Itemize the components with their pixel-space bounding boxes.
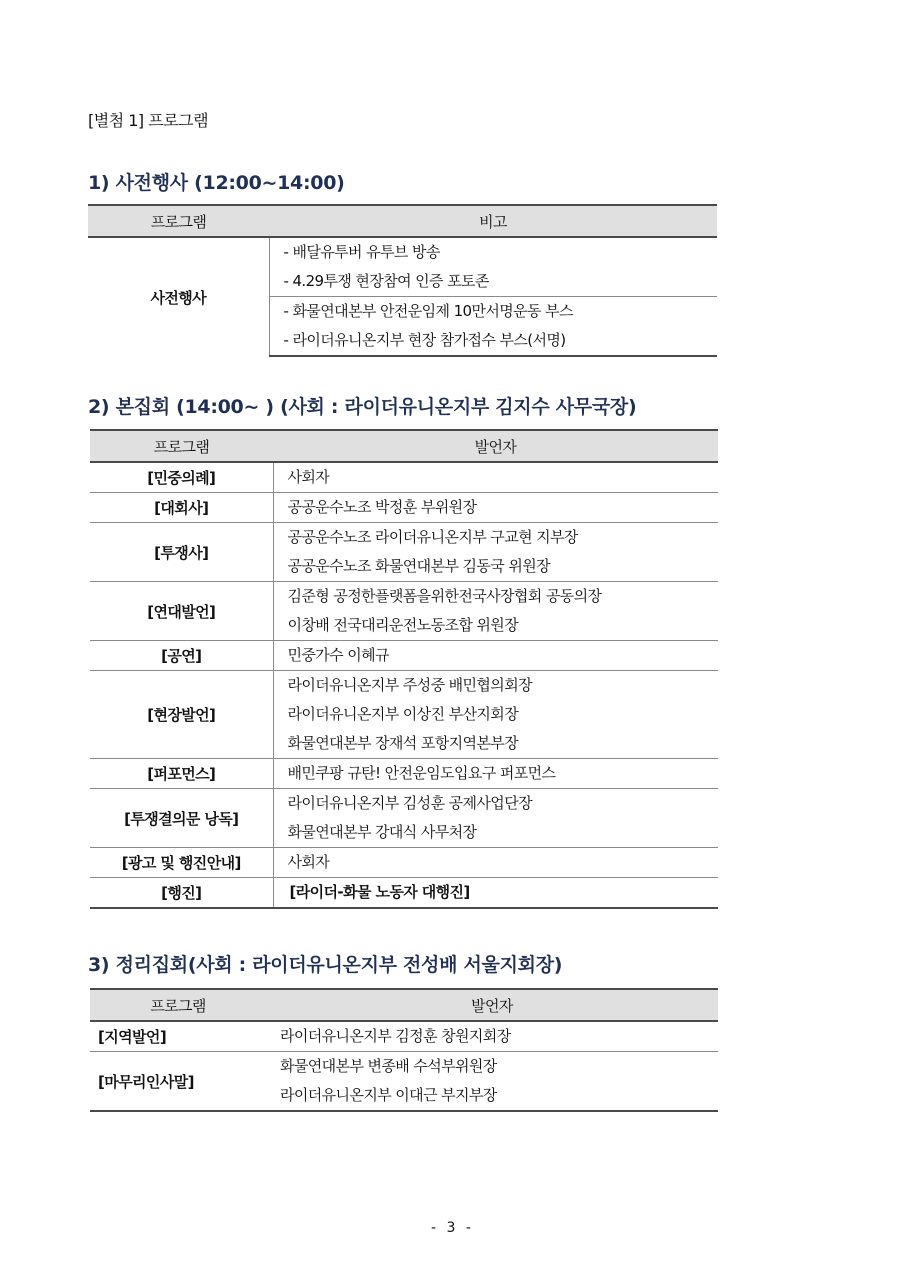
table-row	[90, 848, 718, 878]
program-cell: [행진]	[90, 878, 273, 909]
program-cell: [지역발언]	[90, 1021, 266, 1052]
speaker-line: 공공운수노조 화물연대본부 김동국 위원장	[287, 557, 551, 575]
note-line: - 배달유투버 유투브 방송	[283, 243, 440, 261]
speaker-line: 사회자	[287, 468, 330, 486]
speaker-line: 사회자	[287, 853, 330, 871]
speaker-line: 김준형 공정한플랫폼을위한전국사장협회 공동의장	[287, 587, 602, 605]
note-line: - 화물연대본부 안전운임제 10만서명운동 부스	[283, 302, 573, 320]
program-cell: 사전행사	[88, 237, 269, 356]
note-line: - 라이더유니온지부 현장 참가접수 부스(서명)	[283, 331, 566, 349]
header-program: 프로그램	[90, 989, 266, 1021]
speaker-line: 라이더유니온지부 이상진 부산지회장	[287, 705, 519, 723]
program-cell: [투쟁사]	[90, 523, 273, 582]
speaker-line: 라이더유니온지부 이대근 부지부장	[280, 1086, 497, 1104]
speaker-line: [라이더-화물 노동자 대행진]	[289, 883, 470, 901]
program-cell: [민중의례]	[90, 462, 273, 493]
speaker-cell	[273, 493, 718, 523]
pre-event-table	[88, 204, 717, 357]
note-cell	[269, 297, 717, 357]
program-cell: [연대발언]	[90, 582, 273, 641]
speaker-cell	[273, 878, 718, 909]
speaker-line: 라이더유니온지부 주성중 배민협의회장	[287, 676, 532, 694]
speaker-cell	[273, 523, 718, 582]
table-row	[90, 1021, 718, 1052]
header-program: 프로그램	[88, 205, 269, 237]
section-3-title: 3) 정리집회(사회 : 라이더유니온지부 전성배 서울지회장)	[88, 954, 563, 976]
speaker-line: 배민쿠팡 규탄! 안전운임도입요구 퍼포먼스	[287, 764, 556, 782]
note-line: - 4.29투쟁 현장참여 인증 포토존	[283, 272, 489, 290]
speaker-line: 라이더유니온지부 김성훈 공제사업단장	[287, 794, 532, 812]
closing-rally-table	[90, 988, 718, 1112]
program-cell: [현장발언]	[90, 671, 273, 759]
speaker-cell	[273, 848, 718, 878]
main-rally-table	[90, 429, 718, 909]
speaker-cell	[273, 671, 718, 759]
speaker-cell	[266, 1052, 718, 1112]
program-cell: [퍼포먼스]	[90, 759, 273, 789]
program-cell: [대회사]	[90, 493, 273, 523]
program-cell: [투쟁결의문 낭독]	[90, 789, 273, 848]
header-speaker: 발언자	[273, 430, 718, 462]
table-row	[90, 582, 718, 641]
page-number: - 3 -	[431, 1220, 474, 1236]
table-row	[90, 462, 718, 493]
speaker-line: 화물연대본부 강대식 사무처장	[287, 823, 477, 841]
table-row	[90, 1052, 718, 1112]
speaker-cell	[273, 462, 718, 493]
speaker-cell	[273, 759, 718, 789]
table-row	[90, 523, 718, 582]
table-row	[90, 878, 718, 909]
note-cell	[269, 237, 717, 297]
section-1-title: 1) 사전행사 (12:00~14:00)	[88, 172, 345, 194]
speaker-line: 공공운수노조 박정훈 부위원장	[287, 498, 477, 516]
header-note: 비고	[269, 205, 717, 237]
program-cell: [광고 및 행진안내]	[90, 848, 273, 878]
table-row	[90, 493, 718, 523]
speaker-line: 공공운수노조 라이더유니온지부 구교현 지부장	[287, 528, 578, 546]
program-cell: [공연]	[90, 641, 273, 671]
table-row	[90, 671, 718, 759]
speaker-line: 화물연대본부 장재석 포항지역본부장	[287, 734, 519, 752]
speaker-cell	[273, 789, 718, 848]
section-2-title: 2) 본집회 (14:00~ ) (사회 : 라이더유니온지부 김지수 사무국장)	[88, 396, 637, 418]
speaker-line: 이창배 전국대리운전노동조합 위원장	[287, 616, 519, 634]
attachment-label: [별첨 1] 프로그램	[88, 111, 209, 130]
speaker-line: 라이더유니온지부 김정훈 창원지회장	[280, 1027, 511, 1045]
program-cell: [마무리인사말]	[90, 1052, 266, 1112]
table-row	[90, 759, 718, 789]
table-row	[90, 789, 718, 848]
speaker-line: 민중가수 이혜규	[287, 646, 389, 664]
speaker-cell	[273, 641, 718, 671]
header-speaker: 발언자	[266, 989, 718, 1021]
speaker-cell	[266, 1021, 718, 1052]
table-row	[90, 641, 718, 671]
speaker-cell	[273, 582, 718, 641]
header-program: 프로그램	[90, 430, 273, 462]
speaker-line: 화물연대본부 변종배 수석부위원장	[280, 1057, 497, 1075]
